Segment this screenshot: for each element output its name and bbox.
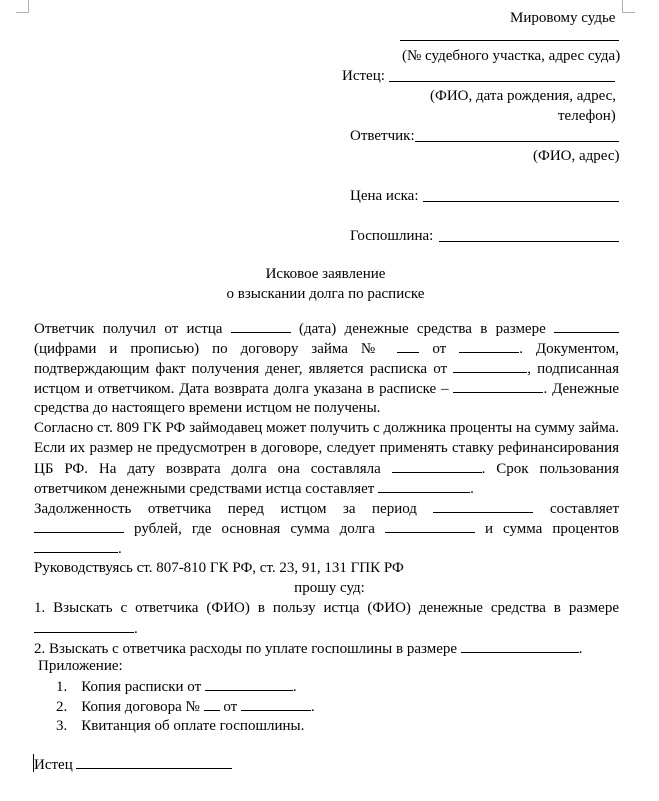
signature-field[interactable]: [76, 754, 232, 769]
duty-label: Госпошлина:: [350, 228, 434, 244]
duty-input-line[interactable]: [439, 241, 619, 242]
request-item-1: 1. Взыскать с ответчика (ФИО) в пользу истца (ФИО) денежные средства в размере: [34, 600, 619, 616]
defendant-label: Ответчик:: [350, 128, 415, 144]
attachments-label: Приложение:: [38, 658, 123, 674]
request-item-1-cont: .: [34, 618, 619, 639]
contract-date-field[interactable]: [459, 338, 519, 353]
body-line: рублей, где основная сумма долга и сумма процентов: [34, 518, 619, 539]
page-corner-mark-left: [16, 0, 29, 13]
court-input-line[interactable]: [400, 40, 619, 41]
document-subtitle: о взыскании долга по расписке: [226, 286, 425, 302]
usage-period-field[interactable]: [378, 478, 470, 493]
page-corner-mark-right: [622, 0, 635, 13]
attachment-item: 3. Квитанция об оплате госпошлины.: [56, 718, 305, 734]
claim-price-input-line[interactable]: [423, 201, 619, 202]
request-heading: прошу суд:: [294, 580, 365, 596]
claim-amount-field[interactable]: [34, 618, 134, 633]
refinancing-rate-field[interactable]: [392, 458, 482, 473]
plaintiff-hint-1: (ФИО, дата рождения, адрес,: [430, 88, 617, 104]
debt-period-field[interactable]: [433, 498, 533, 513]
total-debt-field[interactable]: [34, 518, 124, 533]
contract-copy-date-field[interactable]: [241, 696, 311, 711]
body-line: (цифрами и прописью) по договору займа № от . Документом,: [34, 338, 619, 359]
document-title: Исковое заявление: [265, 266, 386, 282]
body-line: Согласно ст. 809 ГК РФ займодавец может получить с должника проценты на сумму займа.: [34, 420, 619, 436]
body-line: .: [34, 538, 619, 559]
body-line: Если их размер не предусмотрен в договоре, следует применять ставку рефинансирования: [34, 440, 619, 456]
defendant-input-line[interactable]: [415, 141, 619, 142]
signature-line: Истец: [34, 754, 232, 775]
legal-basis: Руководствуясь ст. 807-810 ГК РФ, ст. 23, 91, 131 ГПК РФ: [34, 560, 404, 576]
principal-field[interactable]: [385, 518, 475, 533]
body-line: истцом и ответчиком. Дата возврата долга указана в расписке – . Денежные: [34, 378, 619, 399]
attachment-item: 1. Копия расписки от .: [56, 676, 297, 697]
contract-number-field[interactable]: [397, 338, 419, 353]
court-hint: (№ судебного участка, адрес суда): [402, 48, 621, 64]
body-line: ЦБ РФ. На дату возврата долга она составляла . Срок пользования: [34, 458, 619, 479]
receipt-date-field[interactable]: [453, 358, 527, 373]
body-line: ответчиком денежными средствами истца составляет .: [34, 478, 619, 499]
defendant-hint: (ФИО, адрес): [533, 148, 620, 164]
plaintiff-hint-2: телефон): [558, 108, 616, 124]
interest-field[interactable]: [34, 538, 118, 553]
body-line: средства до настоящего времени истцом не получены.: [34, 400, 381, 416]
request-item-2: 2. Взыскать с ответчика расходы по уплате госпошлины в размере .: [34, 638, 583, 659]
addressee: Мировому судье: [510, 10, 616, 26]
body-line: Ответчик получил от истца (дата) денежные средства в размере: [34, 318, 619, 339]
duty-amount-field[interactable]: [461, 638, 579, 653]
receipt-copy-date-field[interactable]: [205, 676, 293, 691]
date-field[interactable]: [231, 318, 291, 333]
plaintiff-input-line[interactable]: [389, 81, 615, 82]
body-line: Задолженность ответчика перед истцом за период составляет: [34, 498, 619, 519]
amount-field[interactable]: [554, 318, 619, 333]
body-line: подтверждающим факт получения денег, является расписка от , подписанная: [34, 358, 619, 379]
plaintiff-label: Истец:: [342, 68, 385, 84]
claim-price-label: Цена иска:: [350, 188, 419, 204]
contract-copy-number-field[interactable]: [204, 696, 220, 711]
attachment-item: 2. Копия договора № от .: [56, 696, 315, 717]
return-date-field[interactable]: [453, 378, 543, 393]
